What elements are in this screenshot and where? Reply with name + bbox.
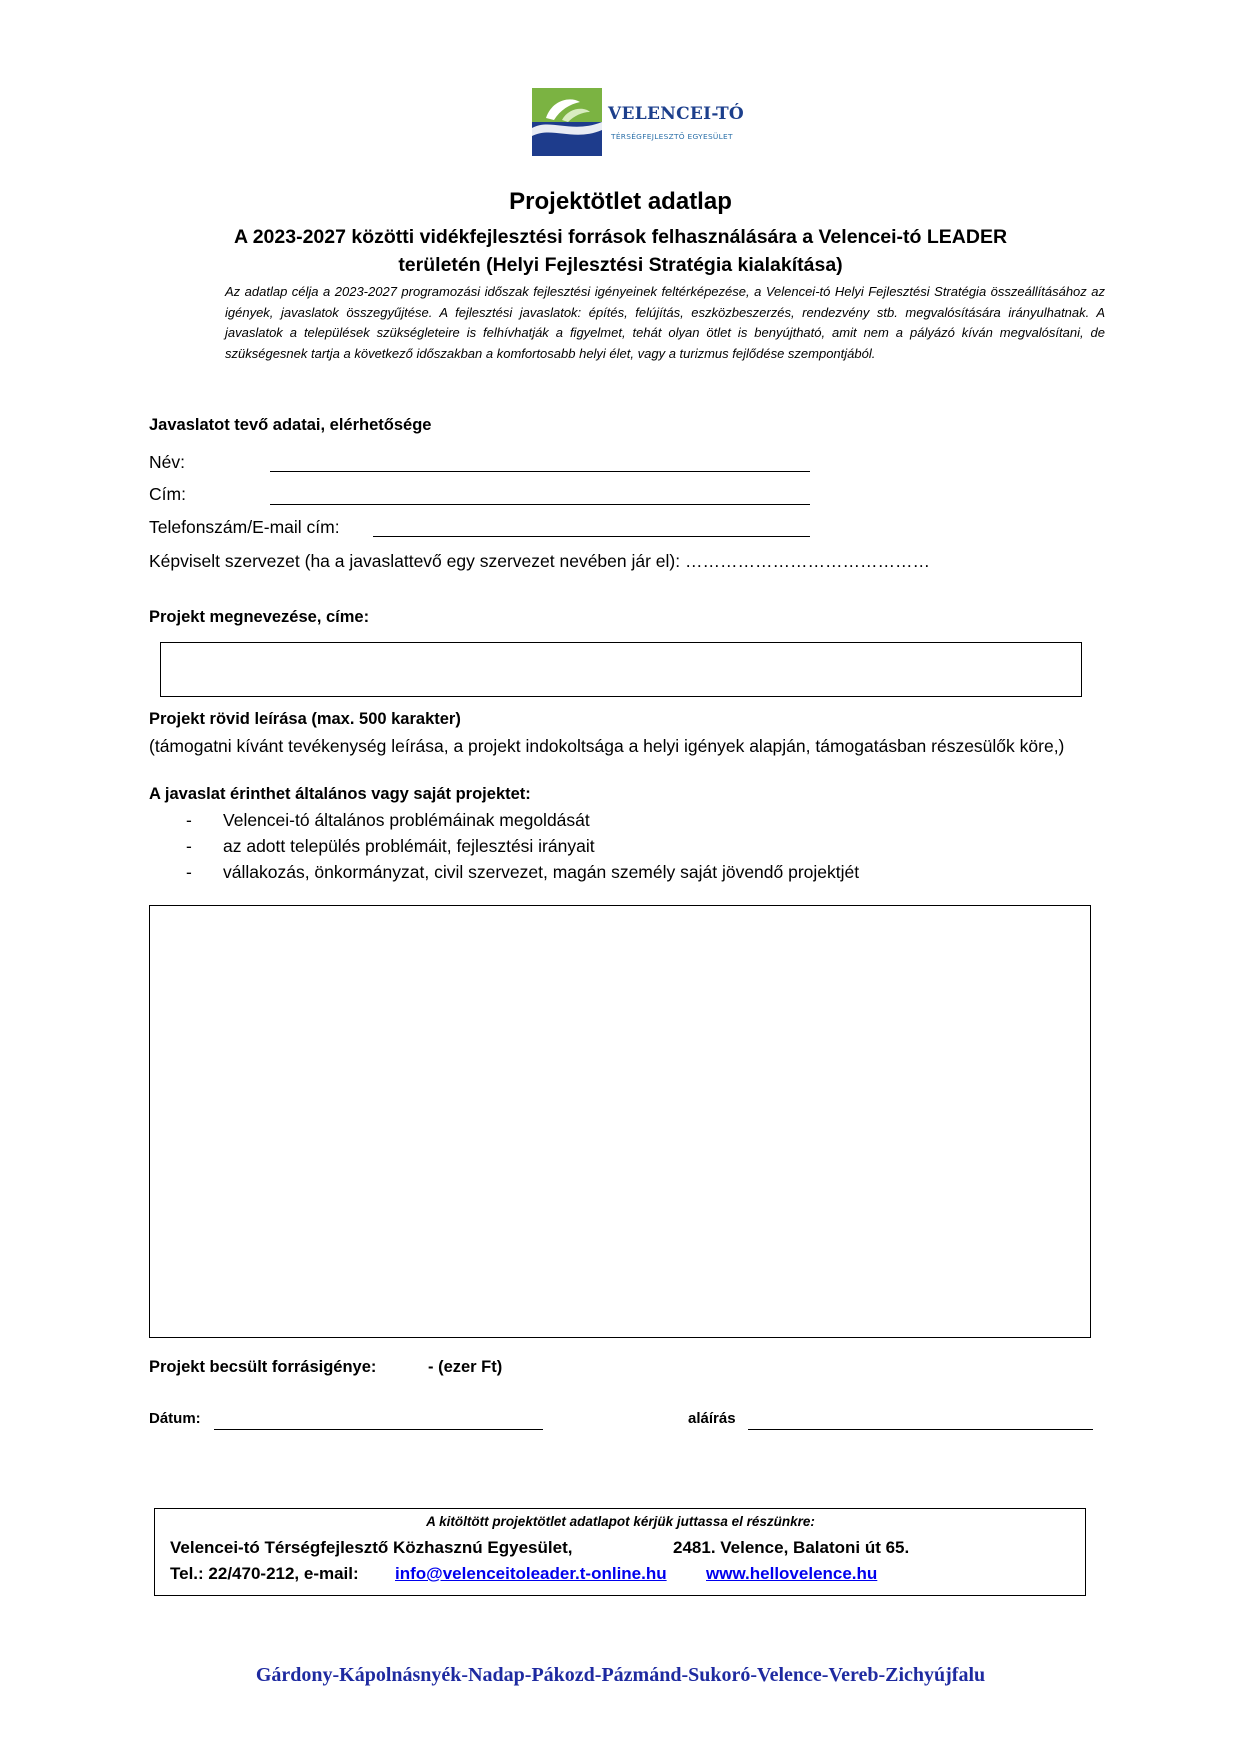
project-name-field[interactable]: [160, 642, 1082, 697]
organization-field[interactable]: Képviselt szervezet (ha a javaslattevő egy szervezet nevében jár el): ……………………………………: [149, 551, 930, 571]
project-name-heading: Projekt megnevezése, címe:: [149, 608, 370, 626]
logo-name: VELENCEI-TÓ: [608, 104, 745, 124]
contact-email-link[interactable]: info@velenceitoleader.t-online.hu: [395, 1564, 667, 1583]
name-label: Név:: [149, 452, 185, 472]
scope-option: Velencei-tó általános problémáinak megoldását: [223, 810, 590, 830]
phone-email-field[interactable]: [373, 535, 810, 537]
date-field[interactable]: [214, 1428, 543, 1430]
address-label: Cím:: [149, 484, 186, 504]
footer-towns: Gárdony-Kápolnásnyék-Nadap-Pákozd-Pázmánd-Sukoró-Velence-Vereb-Zichyújfalu: [255, 1664, 986, 1686]
proposer-heading: Javaslatot tevő adatai, elérhetősége: [149, 416, 432, 434]
logo: [532, 88, 745, 156]
date-label: Dátum:: [149, 1410, 201, 1427]
bullet-dash: -: [186, 810, 192, 830]
description-heading: Projekt rövid leírása (max. 500 karakter): [149, 710, 461, 728]
phone-email-label: Telefonszám/E-mail cím:: [149, 517, 340, 537]
page-title: Projektötlet adatlap: [509, 188, 732, 215]
page-subtitle-line-1: A 2023-2027 közötti vidékfejlesztési források felhasználására a Velencei-tó LEADER: [233, 226, 1008, 248]
page-subtitle-line-2: területén (Helyi Fejlesztési Stratégia kialakítása): [398, 254, 843, 276]
logo-mark-icon: [532, 88, 602, 156]
scope-option: vállakozás, önkormányzat, civil szervezet, magán személy saját jövendő projektjét: [223, 862, 860, 882]
contact-address: 2481. Velence, Balatoni út 65.: [673, 1538, 910, 1557]
signature-field[interactable]: [748, 1428, 1093, 1430]
intro-paragraph: Az adatlap célja a 2023-2027 programozási időszak fejlesztési igényeinek feltérképezése, a Velencei-tó Helyi Fejlesztési Stratégia összeállításához az igények, javaslatok összegyűjtése. A fejlesztési javaslatok: építés, felújítás, eszközbeszerzés, rendezvény stb. megvalósítására irányulhatnak. A javaslatok a települések szükségleteire is felhívhatják a figyelmet, tehát olyan ötlet is benyújtható, amit nem a pályázó kíván megvalósítani, de szükségesnek tartja a következő időszakban a komfortosabb helyi élet, vagy a turizmus fejlődése szempontjából.: [225, 284, 1105, 361]
cost-value[interactable]: - (ezer Ft): [428, 1358, 503, 1376]
bullet-dash: -: [186, 836, 192, 856]
scope-heading: A javaslat érinthet általános vagy saját projektet:: [149, 785, 531, 803]
description-field[interactable]: [149, 905, 1091, 1338]
cost-label: Projekt becsült forrásigénye:: [149, 1358, 377, 1376]
contact-website-link[interactable]: www.hellovelence.hu: [706, 1564, 878, 1583]
contact-phone: Tel.: 22/470-212, e-mail:: [170, 1564, 359, 1583]
name-field[interactable]: [270, 470, 810, 472]
contact-note: A kitöltött projektötlet adatlapot kérjük juttassa el részünkre:: [426, 1514, 815, 1529]
logo-subtitle: TÉRSÉGFEJLESZTŐ EGYESÜLET: [611, 132, 733, 141]
bullet-dash: -: [186, 862, 192, 882]
address-field[interactable]: [270, 503, 810, 505]
contact-organization: Velencei-tó Térségfejlesztő Közhasznú Egyesület,: [170, 1538, 573, 1557]
scope-option: az adott település problémáit, fejlesztési irányait: [223, 836, 595, 856]
signature-label: aláírás: [688, 1410, 736, 1427]
description-note: (támogatni kívánt tevékenység leírása, a projekt indokoltsága a helyi igények alapján, támogatásban részesülők köre,): [149, 736, 1065, 756]
